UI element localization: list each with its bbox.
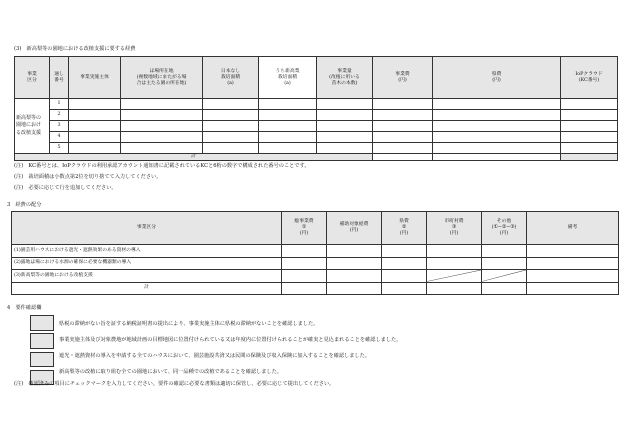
input-cell[interactable] xyxy=(382,257,427,269)
input-cell[interactable] xyxy=(433,121,561,132)
input-cell[interactable] xyxy=(427,282,482,295)
check-text-same-variety: 新高梨等の改植に取り組む全ての園地において、同一品種での改植であることを確認しました。 xyxy=(59,369,282,375)
header-hojo-taisho: 補助対象経費 (円) xyxy=(327,212,382,245)
input-cell[interactable] xyxy=(317,110,373,121)
section-title-checks: 4 要件確認欄 xyxy=(7,305,42,311)
total-kenhi[interactable] xyxy=(433,154,561,161)
input-cell[interactable] xyxy=(527,245,619,257)
header-kenhi2: 県費 ② (円) xyxy=(382,212,427,245)
input-cell[interactable] xyxy=(482,245,527,257)
input-cell[interactable] xyxy=(203,121,259,132)
check-box-tax[interactable] xyxy=(30,315,54,331)
input-cell[interactable] xyxy=(327,282,382,295)
row-label-kaishoku: 新高梨等の 園地におけ る改植支援 xyxy=(15,99,50,154)
total-blank xyxy=(561,154,618,161)
row-number: 4 xyxy=(50,132,69,143)
header-jigyo-ryo: 事業量 (改植に用いる 苗木の本数) xyxy=(317,57,373,99)
input-cell[interactable] xyxy=(561,143,618,154)
header-kubun: 事業区分 xyxy=(12,212,282,245)
header-biko: 備考 xyxy=(527,212,619,245)
input-cell[interactable] xyxy=(527,257,619,269)
input-cell[interactable] xyxy=(373,143,433,154)
row-number: 2 xyxy=(50,110,69,121)
header-sogaku: 総事業費 ① (円) xyxy=(282,212,327,245)
input-cell[interactable] xyxy=(69,143,121,154)
input-cell[interactable] xyxy=(259,121,317,132)
input-cell[interactable] xyxy=(382,282,427,295)
input-cell[interactable] xyxy=(203,110,259,121)
input-cell[interactable] xyxy=(427,257,482,269)
input-cell[interactable] xyxy=(203,132,259,143)
note-add-rows: (注) 必要に応じて行を追加してください。 xyxy=(14,185,117,191)
section-title-3: (3) 新高梨等の園地における改植支援に要する経費 xyxy=(14,46,136,52)
header-jigyohi: 事業費 (円) xyxy=(373,57,433,99)
header-kenhi: 県費 (円) xyxy=(433,57,561,99)
disabled-cell-slash xyxy=(427,270,482,282)
header-sonota: その他 (①−②−③) (円) xyxy=(482,212,527,245)
input-cell[interactable] xyxy=(259,110,317,121)
input-cell[interactable] xyxy=(527,270,619,282)
input-cell[interactable] xyxy=(373,121,433,132)
input-cell[interactable] xyxy=(427,245,482,257)
input-cell[interactable] xyxy=(561,110,618,121)
note-kc-number: (注) KC番号とは、IoPクラウドの利用承認アカウント通知書に記載されているKCと6桁の数字で構成された番号のことです。 xyxy=(14,163,310,169)
input-cell[interactable] xyxy=(121,132,203,143)
input-cell[interactable] xyxy=(69,110,121,121)
input-cell[interactable] xyxy=(317,143,373,154)
input-cell[interactable] xyxy=(561,132,618,143)
total-jigyohi[interactable] xyxy=(373,154,433,161)
input-cell[interactable] xyxy=(69,121,121,132)
input-cell[interactable] xyxy=(382,245,427,257)
input-cell[interactable] xyxy=(282,270,327,282)
input-cell[interactable] xyxy=(121,121,203,132)
row-number: 1 xyxy=(50,99,69,110)
input-cell[interactable] xyxy=(327,245,382,257)
input-cell[interactable] xyxy=(121,143,203,154)
input-cell[interactable] xyxy=(373,110,433,121)
note-area-rounding: (注) 栽培面積は小数点第2位を切り捨てて入力してください。 xyxy=(14,174,162,180)
input-cell[interactable] xyxy=(433,132,561,143)
header-iop-kc: IoPクラウド (KC番号) xyxy=(561,57,618,99)
check-box-area-plan[interactable] xyxy=(30,333,54,349)
allocation-table xyxy=(11,211,619,295)
header-jigyo-kubun: 事業 区分 xyxy=(15,57,50,99)
input-cell[interactable] xyxy=(433,99,561,110)
header-nashi-area: 日本なし 栽培面積 (a) xyxy=(203,57,259,99)
checkbox-column xyxy=(30,315,54,388)
allocation-row-label: (2)露地ほ場における水源の確保に必要な機器類の導入 xyxy=(12,257,282,269)
allocation-row-label: (3)新高梨等の園地における改植支援 xyxy=(12,270,282,282)
input-cell[interactable] xyxy=(373,132,433,143)
check-text-insurance: 遮光・遮熱資材の導入を申請する全てのハウスにおいて、園芸施設共済又は民間の保険及び収入保険に加入することを確認しました。 xyxy=(59,353,370,359)
input-cell[interactable] xyxy=(282,245,327,257)
header-hojo-location: ほ場所在地 (複数地域にまたがる場 合は主たる園の所在地) xyxy=(121,57,203,99)
header-shichoson: 市町村費 ③ (円) xyxy=(427,212,482,245)
input-cell[interactable] xyxy=(317,99,373,110)
kaishoku-table xyxy=(14,56,618,161)
final-note: (注) 確認済みの項目にチェックマークを入力してください。要件の確認に必要な書類は適切に保管し、必要に応じて提出してください。 xyxy=(14,381,335,387)
input-cell[interactable] xyxy=(327,270,382,282)
input-cell[interactable] xyxy=(203,99,259,110)
allocation-row-label: (1)園芸用ハウスにおける遮光・遮熱効果のある資材の導入 xyxy=(12,245,282,257)
section-title-allocation: 3 経費の配分 xyxy=(7,202,42,208)
input-cell[interactable] xyxy=(259,143,317,154)
input-cell[interactable] xyxy=(373,99,433,110)
input-cell[interactable] xyxy=(203,143,259,154)
check-text-tax: 県税の滞納がない旨を証する納税証明書の提出により、事業実施主体に県税の滞納がないことを確認しました。 xyxy=(59,321,319,327)
input-cell[interactable] xyxy=(382,270,427,282)
input-cell[interactable] xyxy=(317,132,373,143)
input-cell[interactable] xyxy=(121,110,203,121)
input-cell[interactable] xyxy=(69,132,121,143)
input-cell[interactable] xyxy=(317,121,373,132)
disabled-cell-slash xyxy=(482,270,527,282)
input-cell[interactable] xyxy=(69,99,121,110)
input-cell[interactable] xyxy=(259,132,317,143)
input-cell[interactable] xyxy=(282,282,327,295)
check-box-insurance[interactable] xyxy=(30,352,54,368)
allocation-total-label: 計 xyxy=(12,282,282,295)
header-jigyo-shutai: 事業実施主体 xyxy=(69,57,121,99)
row-number: 5 xyxy=(50,143,69,154)
input-cell[interactable] xyxy=(527,282,619,295)
input-cell[interactable] xyxy=(433,143,561,154)
input-cell[interactable] xyxy=(482,257,527,269)
input-cell[interactable] xyxy=(561,121,618,132)
header-niitaka-area: うち新高梨 栽培面積 (a) xyxy=(259,57,317,99)
total-label: 計 xyxy=(15,154,373,161)
check-text-area-plan: 事業実施主体及び対象農地が地域計画の目標地図に位置付けられている又は年度内に位置付けられることが確実と見込まれることを確認しました。 xyxy=(59,337,402,343)
input-cell[interactable] xyxy=(561,99,618,110)
input-cell[interactable] xyxy=(282,257,327,269)
row-number: 3 xyxy=(50,121,69,132)
input-cell[interactable] xyxy=(482,282,527,295)
input-cell[interactable] xyxy=(327,257,382,269)
input-cell[interactable] xyxy=(259,99,317,110)
input-cell[interactable] xyxy=(433,110,561,121)
header-tooshi-bango: 通し 番号 xyxy=(50,57,69,99)
input-cell[interactable] xyxy=(121,99,203,110)
